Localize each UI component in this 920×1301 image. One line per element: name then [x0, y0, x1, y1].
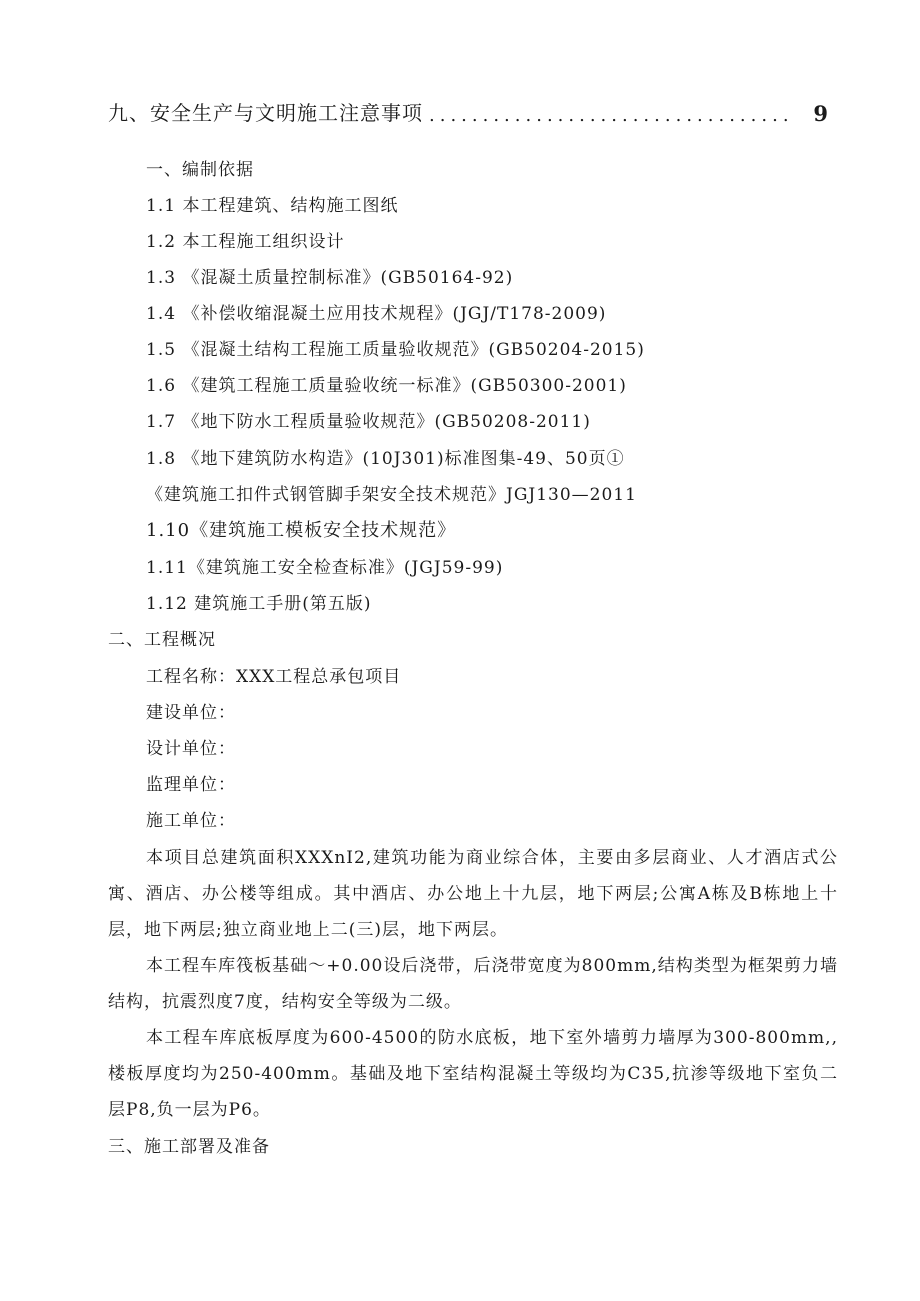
reference-item: 1.12 建筑施工手册(第五版) [146, 594, 372, 614]
toc-entry [108, 96, 828, 126]
project-field: 监理单位： [146, 775, 236, 795]
section-heading: 三、施工部署及准备 [108, 1137, 270, 1157]
toc-page-number: 9 [813, 101, 828, 126]
reference-item: 1.4 《补偿收缩混凝土应用技术规程》(JGJ/T178-2009) [146, 304, 607, 324]
reference-item: 1.6 《建筑工程施工质量验收统一标准》(GB50300-2001) [146, 376, 627, 396]
reference-item: 《建筑施工扣件式钢管脚手架安全技术规范》JGJ130—2011 [146, 485, 637, 505]
reference-item: 1.8 《地下建筑防水构造》(10J301)标准图集-49、50页① [146, 449, 625, 469]
reference-item: 1.5 《混凝土结构工程施工质量验收规范》(GB50204-2015) [146, 340, 645, 360]
project-field: 设计单位： [146, 739, 236, 759]
reference-item: 1.11《建筑施工安全检查标准》(JGJ59-99) [146, 558, 504, 578]
reference-item: 1.3 《混凝土质量控制标准》(GB50164-92) [146, 268, 514, 288]
project-field: 工程名称：XXX工程总承包项目 [146, 667, 402, 687]
reference-item: 1.2 本工程施工组织设计 [146, 232, 345, 252]
project-field: 施工单位： [146, 811, 236, 831]
section-heading: 二、工程概况 [108, 630, 216, 650]
slab-paragraph: 本工程车库底板厚度为600-4500的防水底板，地下室外墙剪力墙厚为300-800mm,,楼板厚度均为250-400mm。基础及地下室结构混凝土等级均为C35,抗渗等级地下室负二层P8,负一层为P6。 [108, 1028, 838, 1120]
reference-item: 1.7 《地下防水工程质量验收规范》(GB50208-2011) [146, 412, 591, 432]
structure-paragraph: 本工程车库筏板基础～+0.00设后浇带，后浇带宽度为800mm,结构类型为框架剪力墙结构，抗震烈度7度，结构安全等级为二级。 [108, 956, 838, 1012]
reference-item: 1.10《建筑施工模板安全技术规范》 [146, 520, 457, 541]
toc-title: 九、安全生产与文明施工注意事项 [108, 101, 423, 125]
section-heading: 一、编制依据 [146, 160, 254, 180]
toc-leader-dots: .................................. [429, 106, 794, 126]
project-description-paragraph: 本项目总建筑面积XXXnI2,建筑功能为商业综合体，主要由多层商业、人才酒店式公寓、酒店、办公楼等组成。其中酒店、办公地上十九层，地下两层;公寓A栋及B栋地上十层，地下两层;独立商业地上二(三)层，地下两层。 [108, 848, 838, 940]
reference-item: 1.1 本工程建筑、结构施工图纸 [146, 196, 399, 216]
project-field: 建设单位： [146, 703, 236, 723]
